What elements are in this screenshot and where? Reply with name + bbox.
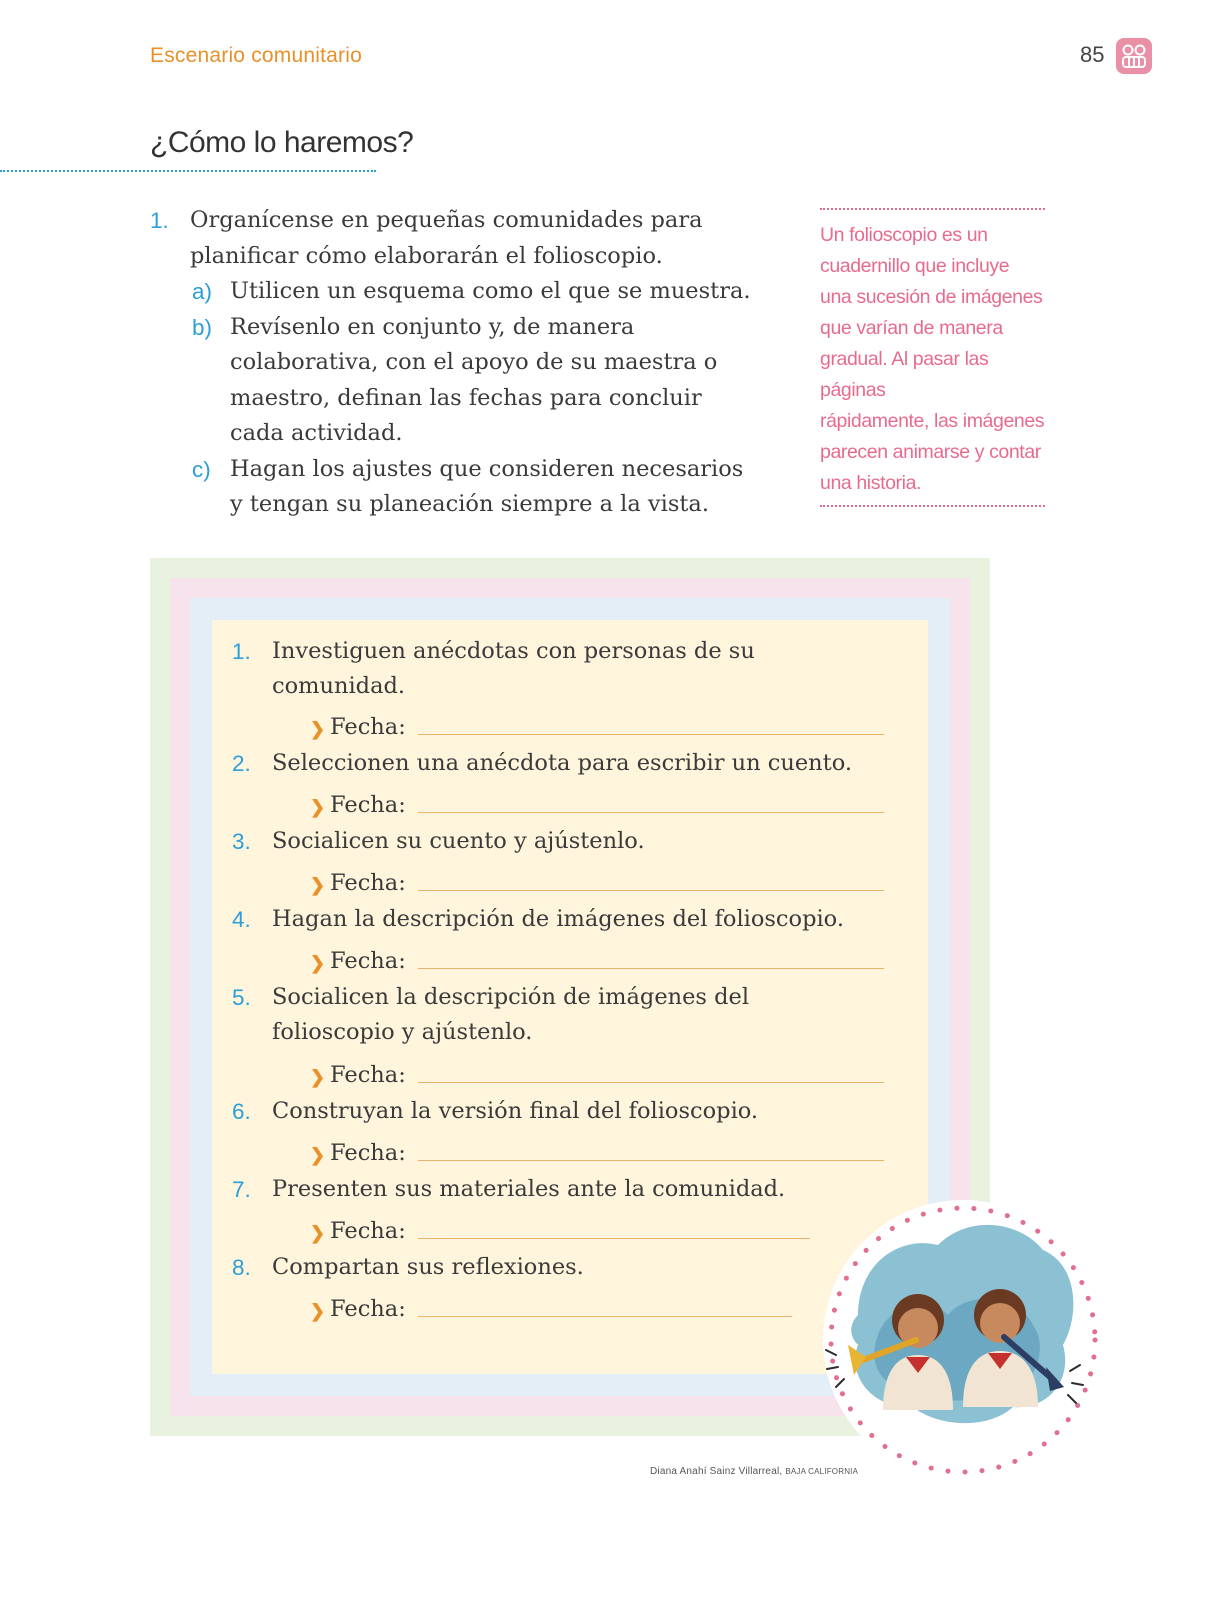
instruction-item-c — [150, 452, 800, 523]
task-line: Hagan la descripción de imágenes del folioscopio. — [272, 906, 844, 932]
chevron-right-icon: ❯ — [310, 1223, 326, 1243]
item-line: Utilicen un esquema como el que se muestra. — [230, 278, 751, 304]
fecha-input-line[interactable] — [418, 968, 884, 969]
fecha-label: Fecha: — [330, 870, 406, 896]
task-item — [232, 902, 922, 937]
fecha-row — [310, 714, 884, 740]
chevron-right-icon: ❯ — [310, 797, 326, 817]
instruction-item-b — [150, 310, 800, 452]
item-line: cada actividad. — [230, 420, 403, 446]
fecha-row — [310, 948, 884, 974]
task-item — [232, 1094, 922, 1129]
chevron-right-icon: ❯ — [310, 1145, 326, 1165]
task-line: Investiguen anécdotas con personas de su — [272, 638, 755, 664]
fecha-row — [310, 1062, 884, 1088]
page-number: 85 — [1080, 42, 1105, 67]
task-item — [232, 746, 922, 781]
fecha-input-line[interactable] — [418, 1160, 884, 1161]
fecha-input-line[interactable] — [418, 1238, 810, 1239]
fecha-label: Fecha: — [330, 1140, 406, 1166]
side-note-line: una historia. — [820, 472, 922, 494]
task-number: 8. — [232, 1255, 251, 1280]
task-line: Socialicen su cuento y ajústenlo. — [272, 828, 645, 854]
side-note-line: que varían de manera — [820, 317, 1003, 339]
side-note-line: Un folioscopio es un — [820, 224, 988, 246]
fecha-input-line[interactable] — [418, 1082, 884, 1083]
item-letter: c) — [192, 456, 211, 482]
chevron-right-icon: ❯ — [310, 1067, 326, 1087]
header-section-title: Escenario comunitario — [150, 44, 362, 67]
item-letter: b) — [192, 314, 213, 340]
credit-place: BAJA CALIFORNIA — [785, 1467, 859, 1476]
fecha-label: Fecha: — [330, 714, 406, 740]
instruction-line: planificar cómo elaborarán el folioscopio. — [190, 242, 663, 269]
task-number: 1. — [232, 639, 251, 664]
fecha-row — [310, 1296, 792, 1322]
task-item — [232, 634, 922, 704]
instruction-item-a — [150, 274, 800, 310]
task-number: 5. — [232, 985, 251, 1010]
task-number: 6. — [232, 1099, 251, 1124]
fecha-label: Fecha: — [330, 792, 406, 818]
illustration-credit — [650, 1466, 858, 1477]
fecha-row — [310, 1140, 884, 1166]
fecha-row — [310, 792, 884, 818]
fecha-input-line[interactable] — [418, 734, 884, 735]
fecha-input-line[interactable] — [418, 812, 884, 813]
task-number: 3. — [232, 829, 251, 854]
fecha-label: Fecha: — [330, 1218, 406, 1244]
instruction-line: Organícense en pequeñas comunidades para — [190, 207, 703, 233]
side-note-line: cuadernillo que incluye — [820, 255, 1010, 277]
instructions — [150, 203, 800, 523]
task-line: Construyan la versión final del folioscopio. — [272, 1098, 759, 1124]
task-line: Seleccionen una anécdota para escribir un cuento. — [272, 750, 853, 776]
side-note-line: parecen animarse y contar — [820, 441, 1041, 463]
item-line: Revísenlo en conjunto y, de manera — [230, 313, 635, 340]
title-divider — [0, 170, 376, 172]
item-letter: a) — [192, 279, 213, 304]
musicians-illustration — [818, 1195, 1108, 1485]
fecha-label: Fecha: — [330, 1062, 406, 1088]
task-line: folioscopio y ajústenlo. — [272, 1019, 533, 1045]
credit-author: Diana Anahí Sainz Villarreal, — [650, 1466, 783, 1477]
chevron-right-icon: ❯ — [310, 1301, 326, 1321]
item-line: Hagan los ajustes que consideren necesarios — [230, 455, 744, 482]
chevron-right-icon: ❯ — [310, 875, 326, 895]
item-line: maestro, definan las fechas para concluir — [230, 384, 702, 411]
task-number: 7. — [232, 1177, 251, 1202]
item-line: y tengan su planeación siempre a la vista. — [230, 491, 709, 517]
fecha-label: Fecha: — [330, 1296, 406, 1322]
item-line: colaborativa, con el apoyo de su maestra o — [230, 349, 718, 375]
fecha-label: Fecha: — [330, 948, 406, 974]
section-title: ¿Cómo lo haremos? — [150, 126, 414, 159]
side-note-line: rápidamente, las imágenes — [820, 410, 1045, 432]
fecha-input-line[interactable] — [418, 1316, 792, 1317]
side-note — [820, 208, 1045, 507]
fecha-input-line[interactable] — [418, 890, 884, 891]
side-note-line: una sucesión de imágenes — [820, 286, 1043, 308]
task-line: Presenten sus materiales ante la comunidad. — [272, 1176, 786, 1202]
task-line: Compartan sus reflexiones. — [272, 1254, 584, 1280]
task-number: 4. — [232, 907, 251, 932]
fecha-row — [310, 870, 884, 896]
glyph-icon — [1116, 38, 1152, 74]
chevron-right-icon: ❯ — [310, 953, 326, 973]
instruction-main — [150, 203, 800, 274]
task-item — [232, 824, 922, 859]
instruction-number: 1. — [150, 208, 169, 233]
task-line: comunidad. — [272, 673, 406, 699]
chevron-right-icon: ❯ — [310, 719, 326, 739]
task-number: 2. — [232, 751, 251, 776]
side-note-line: gradual. Al pasar las páginas — [820, 348, 989, 401]
task-item — [232, 980, 922, 1050]
task-line: Socialicen la descripción de imágenes del — [272, 984, 750, 1010]
fecha-row — [310, 1218, 810, 1244]
